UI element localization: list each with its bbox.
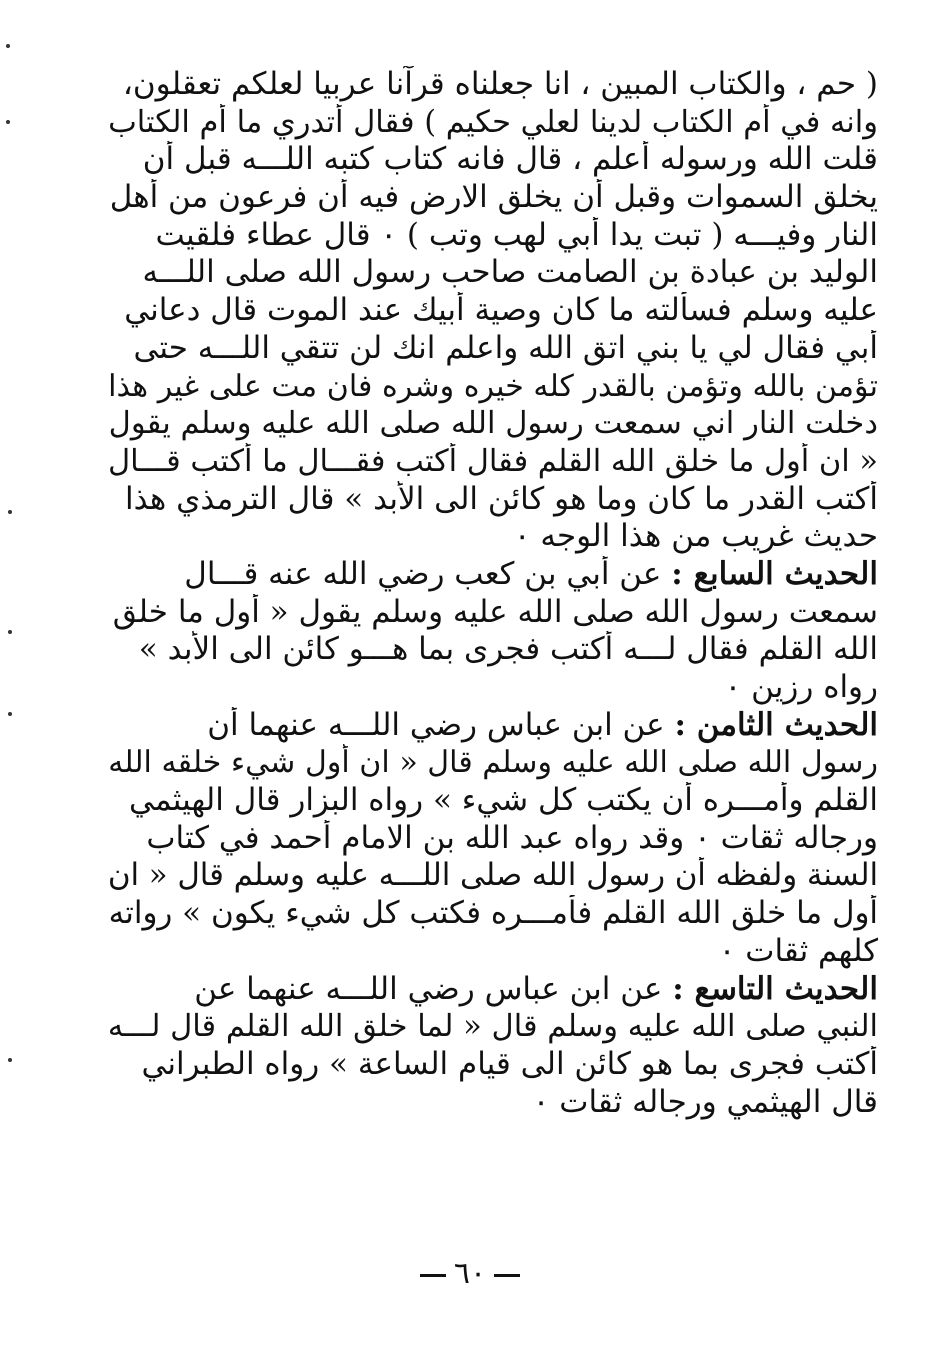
hadith-8-heading: الحديث الثامن : — [674, 706, 878, 743]
text-line: أول ما خلق الله القلم فأمـــره فكتب كل شيء يكون » رواته — [108, 895, 878, 932]
text-line: قال الهيثمي ورجاله ثقات ٠ — [532, 1083, 878, 1120]
scan-speck — [8, 712, 12, 716]
text-line: عليه وسلم فسألته ما كان وصية أبيك عند الموت قال دعاني — [124, 292, 878, 329]
hadith-9-opening: عن ابن عباس رضي اللـــه عنهما عن — [194, 970, 673, 1007]
hadith-8-first-line — [108, 707, 878, 745]
scan-speck — [8, 630, 12, 634]
text-line: ( حم ، والكتاب المبين ، انا جعلناه قرآنا عربيا لعلكم تعقلون، — [122, 66, 878, 102]
page-number-dash — [420, 1274, 446, 1277]
hadith-9-heading: الحديث التاسع : — [672, 970, 878, 1007]
page-number-dash — [494, 1274, 520, 1277]
hadith-7-heading: الحديث السابع : — [671, 555, 878, 592]
text-line: رواه رزين ٠ — [724, 669, 878, 705]
scan-speck — [8, 1058, 12, 1062]
text-line: كلهم ثقات ٠ — [718, 932, 878, 969]
text-line: تؤمن بالله وتؤمن بالقدر كله خيره وشره فان مت على غير هذا — [108, 368, 878, 404]
text-line: رسول الله صلى الله عليه وسلم قال « ان أول شيء خلقه الله — [108, 745, 878, 781]
scan-speck — [6, 120, 10, 124]
hadith-7-first-line — [108, 556, 878, 594]
page-number-value: ٦٠ — [453, 1256, 487, 1291]
text-line: النار وفيـــه ( تبت يدا أبي لهب وتب ) ٠ قال عطاء فلقيت — [155, 216, 878, 253]
text-line: سمعت رسول الله صلى الله عليه وسلم يقول « أول ما خلق — [112, 593, 878, 630]
text-line: أكتب القدر ما كان وما هو كائن الى الأبد » قال الترمذي هذا — [125, 480, 878, 517]
hadith-7-opening: عن أبي بن كعب رضي الله عنه قـــال — [184, 555, 672, 592]
scan-speck — [6, 44, 10, 48]
text-line: « ان أول ما خلق الله القلم فقال أكتب فقـــال ما أكتب قـــال — [108, 443, 878, 479]
text-line: النبي صلى الله عليه وسلم قال « لما خلق الله القلم قال لـــه — [108, 1009, 878, 1045]
text-line: الوليد بن عبادة بن الصامت صاحب رسول الله صلى اللـــه — [142, 254, 878, 291]
text-line: دخلت النار اني سمعت رسول الله صلى الله عليه وسلم يقول — [108, 406, 878, 442]
text-line: السنة ولفظه أن رسول الله صلى اللـــه عليه وسلم قال « ان — [108, 857, 878, 894]
text-line: القلم وأمـــره أن يكتب كل شيء » رواه البزار قال الهيثمي — [129, 782, 878, 819]
text-line: أبي فقال لي يا بني اتق الله واعلم انك لن تتقي اللـــه حتى — [133, 329, 878, 366]
body-text — [108, 66, 878, 1121]
text-line: وانه في أم الكتاب لدينا لعلي حكيم ) فقال أتدري ما أم الكتاب — [108, 104, 878, 140]
text-line: الله القلم فقال لـــه أكتب فجرى بما هـــو كائن الى الأبد » — [138, 631, 878, 668]
hadith-9-first-line — [108, 971, 878, 1009]
text-line: أكتب فجرى بما هو كائن الى قيام الساعة » رواه الطبراني — [141, 1045, 878, 1082]
text-line: قلت الله ورسوله أعلم ، قال فانه كتاب كتبه اللـــه قبل أن — [142, 141, 878, 178]
text-line: يخلق السموات وقبل أن يخلق الارض فيه أن فرعون من أهل — [109, 179, 878, 216]
text-line: حديث غريب من هذا الوجه ٠ — [513, 518, 878, 555]
hadith-8-opening: عن ابن عباس رضي اللـــه عنهما أن — [207, 706, 675, 743]
page-number — [0, 1256, 940, 1291]
scan-speck — [8, 510, 12, 514]
text-line: ورجاله ثقات ٠ وقد رواه عبد الله بن الامام أحمد في كتاب — [146, 819, 878, 856]
